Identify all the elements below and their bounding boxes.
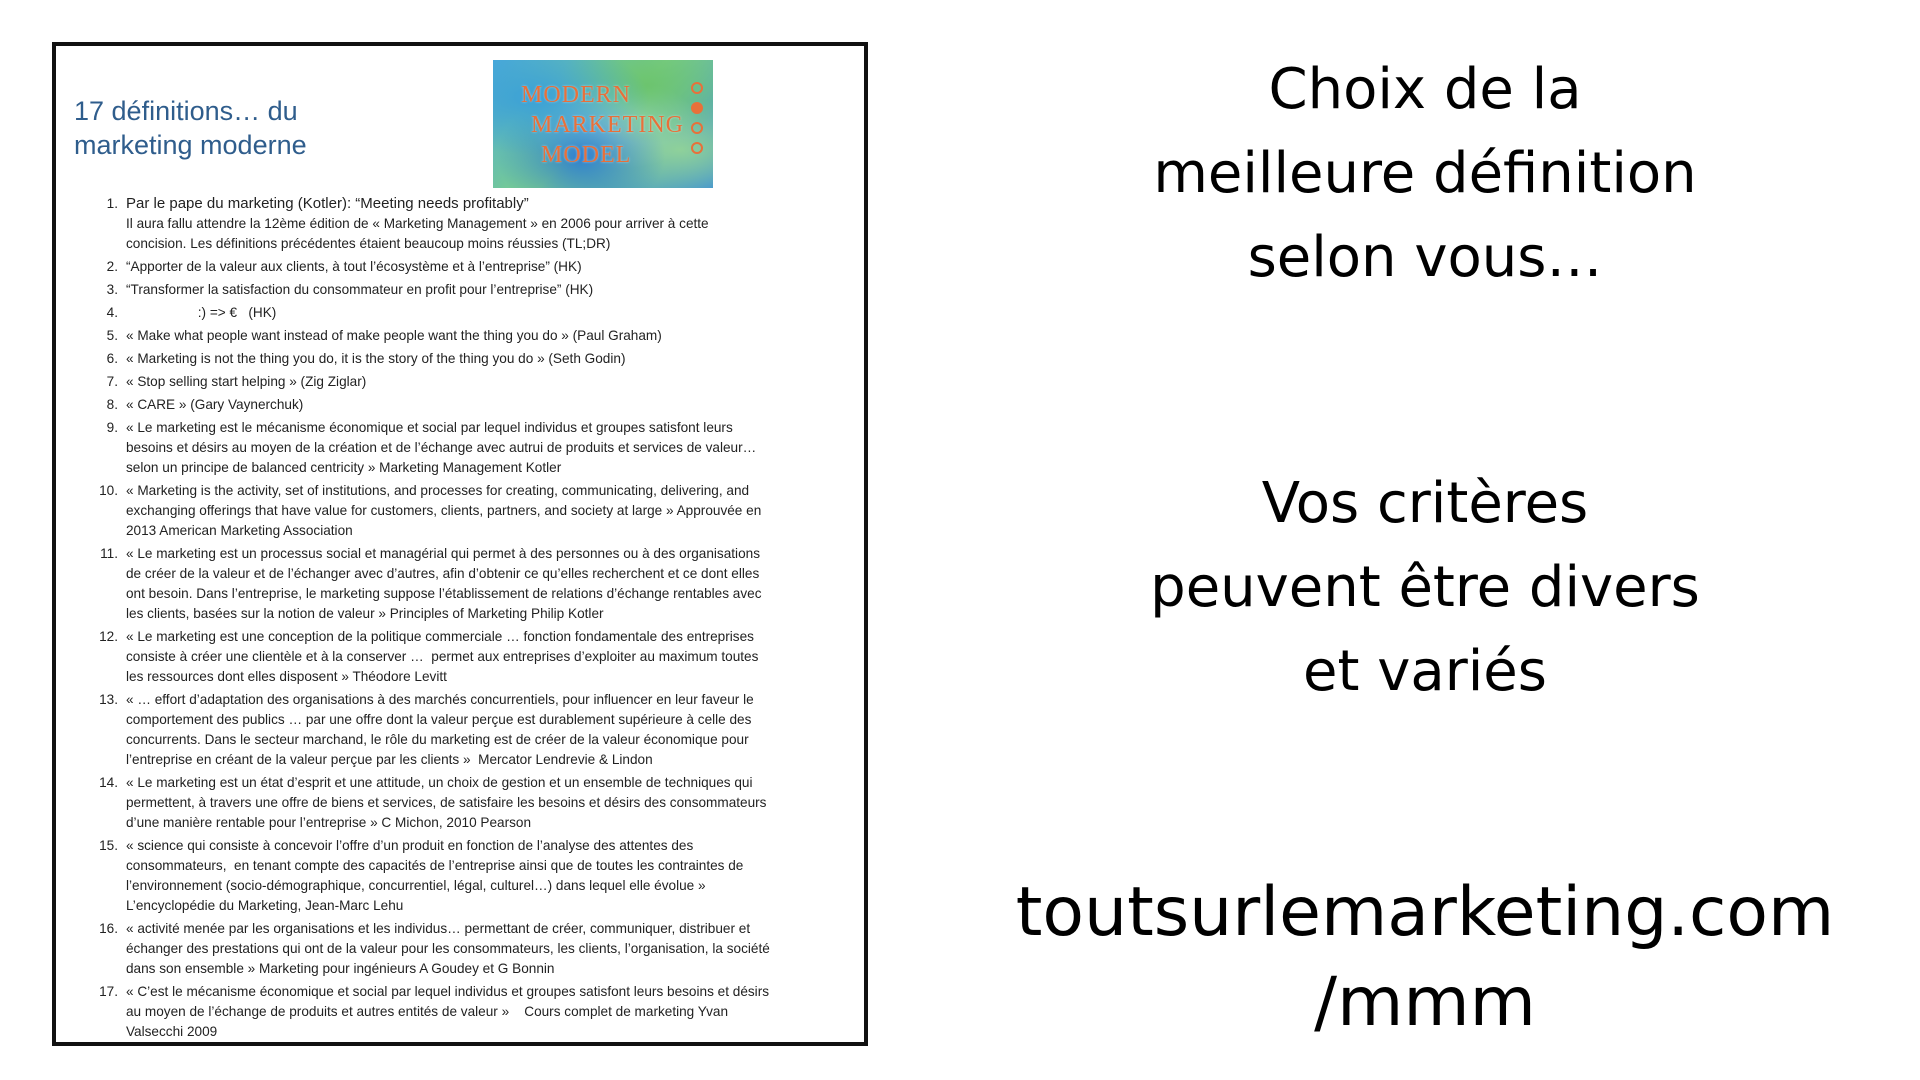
- definition-line: « Marketing is not the thing you do, it is the story of the thing you do » (Seth Godin): [126, 351, 626, 366]
- criteria-line: Vos critères: [1261, 471, 1589, 536]
- definition-number: 14.: [99, 775, 118, 790]
- definition-item: [86, 627, 856, 687]
- definition-number: 5.: [106, 328, 118, 343]
- logo-text-line: MODEL: [541, 142, 632, 168]
- definition-line: 2013 American Marketing Association: [126, 523, 353, 538]
- question-text: [1000, 48, 1850, 300]
- definition-line: comportement des publics … par une offre dont la valeur perçue est durablement supérieure à celle des: [126, 712, 752, 727]
- definition-line: « Stop selling start helping » (Zig Ziglar): [126, 374, 367, 389]
- slide-title-line: 17 définitions… du: [74, 96, 298, 126]
- question-line: Choix de la: [1268, 57, 1582, 122]
- slide-title: [74, 94, 307, 162]
- definition-number: 6.: [106, 351, 118, 366]
- definition-line: Valsecchi 2009: [126, 1024, 218, 1039]
- definition-line: « Le marketing est un état d’esprit et une attitude, un choix de gestion et un ensemble de techniques qui: [126, 775, 753, 790]
- definition-line: “Apporter de la valeur aux clients, à tout l’écosystème et à l’entreprise” (HK): [126, 259, 582, 274]
- definition-line: « science qui consiste à concevoir l’offre d’un produit en fonction de l’analyse des attentes des: [126, 838, 694, 853]
- logo-dot: [691, 142, 703, 154]
- definition-number: 8.: [106, 397, 118, 412]
- logo-dot: [691, 82, 703, 94]
- definition-line: « CARE » (Gary Vaynerchuk): [126, 397, 304, 412]
- definition-line: :) => € (HK): [126, 305, 277, 320]
- definition-line: “Transformer la satisfaction du consommateur en profit pour l’entreprise” (HK): [126, 282, 594, 297]
- criteria-line: peuvent être divers: [1150, 555, 1700, 620]
- definition-item: [86, 773, 856, 833]
- definition-line: « Make what people want instead of make people want the thing you do » (Paul Graham): [126, 328, 662, 343]
- slide-title-line: marketing moderne: [74, 130, 307, 160]
- definition-line: d’une manière rentable pour l’entreprise » C Michon, 2010 Pearson: [126, 815, 532, 830]
- definition-line: « … effort d’adaptation des organisations à des marchés concurrentiels, pour influencer en leur faveur le: [126, 692, 754, 707]
- url-line[interactable]: toutsurlemarketing.com: [1015, 873, 1835, 952]
- definition-line: ont besoin. Dans l’entreprise, le marketing suppose l’établissement de relations d’échange rentables avec: [126, 586, 762, 601]
- definition-line: concision. Les définitions précédentes étaient beaucoup moins réussies (TL;DR): [126, 236, 611, 251]
- definition-item: [86, 418, 856, 478]
- logo-dots-icon: [691, 82, 705, 162]
- definition-line: Par le pape du marketing (Kotler): “Meeting needs profitably”: [126, 195, 529, 212]
- definition-item: [86, 690, 856, 770]
- definition-line: « Le marketing est une conception de la politique commerciale … fonction fondamentale des entreprises: [126, 629, 754, 644]
- definition-line: « Marketing is the activity, set of institutions, and processes for creating, communicating, delivering, and: [126, 483, 750, 498]
- definition-number: 2.: [106, 259, 118, 274]
- definition-number: 4.: [106, 305, 118, 320]
- definition-line: Il aura fallu attendre la 12ème édition de « Marketing Management » en 2006 pour arriver à cette: [126, 216, 709, 231]
- definition-number: 11.: [100, 546, 118, 561]
- definition-line: concurrents. Dans le secteur marchand, le rôle du marketing est de créer de la valeur économique pour: [126, 732, 749, 747]
- definition-line: exchanging offerings that have value for customers, clients, partners, and society at large » Approuvée en: [126, 503, 762, 518]
- question-line: selon vous…: [1247, 225, 1603, 290]
- definitions-list: [86, 194, 856, 1045]
- logo-text-line: MARKETING: [531, 112, 684, 138]
- definition-line: l’environnement (socio-démographique, concurrentiel, légal, culturel…) dans lequel elle évolue »: [126, 878, 706, 893]
- criteria-text: [1000, 462, 1850, 714]
- definition-number: 3.: [106, 282, 118, 297]
- definition-line: « Le marketing est le mécanisme économique et social par lequel individus et groupes satisfont leurs: [126, 420, 733, 435]
- definition-line: L’encyclopédie du Marketing, Jean-Marc Lehu: [126, 898, 404, 913]
- definition-item: [86, 982, 856, 1042]
- definition-line: consommateurs, en tenant compte des capacités de l’entreprise ainsi que de toutes les contraintes de: [126, 858, 744, 873]
- definition-number: 12.: [99, 629, 118, 644]
- definition-item: [86, 919, 856, 979]
- definition-item: [86, 395, 856, 415]
- definition-line: de créer de la valeur et de l’échanger avec d’autres, afin d’obtenir ce qu’elles recherchent et ce dont elles: [126, 566, 760, 581]
- definition-line: permettent, à travers une offre de biens et services, de satisfaire les besoins et désirs des consommateurs: [126, 795, 767, 810]
- definitions-slide: [52, 42, 868, 1046]
- definition-item: [86, 194, 856, 254]
- definition-item: [86, 303, 856, 323]
- question-line: meilleure définition: [1153, 141, 1697, 206]
- url-line[interactable]: /mmm: [1314, 963, 1536, 1042]
- definition-item: [86, 257, 856, 277]
- logo-text-line: MODERN: [521, 82, 632, 108]
- definition-line: besoins et désirs au moyen de la création et de l’échange avec autrui de produits et services de valeur…: [126, 440, 757, 455]
- definition-number: 9.: [106, 420, 118, 435]
- definition-line: « activité menée par les organisations et les individus… permettant de créer, communiquer, distribuer et: [126, 921, 751, 936]
- definition-number: 1.: [106, 196, 118, 211]
- definition-line: les clients, basées sur la notion de valeur » Principles of Marketing Philip Kotler: [126, 606, 604, 621]
- definition-item: [86, 349, 856, 369]
- definition-line: « Le marketing est un processus social et managérial qui permet à des personnes ou à des organisations: [126, 546, 760, 561]
- definition-line: « C’est le mécanisme économique et social par lequel individus et groupes satisfont leurs besoins et désirs: [126, 984, 770, 999]
- definition-number: 10.: [99, 483, 118, 498]
- definition-item: [86, 544, 856, 624]
- logo-text: [521, 80, 684, 170]
- definition-item: [86, 280, 856, 300]
- definition-line: au moyen de l’échange de produits et autres entités de valeur » Cours complet de marketing Yvan: [126, 1004, 729, 1019]
- criteria-line: et variés: [1303, 639, 1547, 704]
- definition-line: dans son ensemble » Marketing pour ingénieurs A Goudey et G Bonnin: [126, 961, 555, 976]
- website-url[interactable]: [1000, 868, 1850, 1048]
- definition-item: [86, 836, 856, 916]
- definition-number: 15.: [99, 838, 118, 853]
- definition-line: consiste à créer une clientèle et à la conserver … permet aux entreprises d’exploiter au maximum toutes: [126, 649, 759, 664]
- definition-item: [86, 326, 856, 346]
- definition-item: [86, 481, 856, 541]
- definition-item: [86, 372, 856, 392]
- logo-dot: [691, 102, 703, 114]
- definition-line: selon un principe de balanced centricity » Marketing Management Kotler: [126, 460, 562, 475]
- definition-line: l’entreprise en créant de la valeur perçue par les clients » Mercator Lendrevie & Lindon: [126, 752, 653, 767]
- definition-number: 13.: [99, 692, 118, 707]
- definition-number: 7.: [106, 374, 118, 389]
- definition-number: 17.: [99, 984, 118, 999]
- logo-dot: [691, 122, 703, 134]
- definition-number: 16.: [99, 921, 118, 936]
- definition-line: les ressources dont elles disposent » Théodore Levitt: [126, 669, 447, 684]
- modern-marketing-model-logo: [493, 60, 713, 188]
- definition-line: échanger des prestations qui ont de la valeur pour les consommateurs, les clients, l’organisation, la société: [126, 941, 770, 956]
